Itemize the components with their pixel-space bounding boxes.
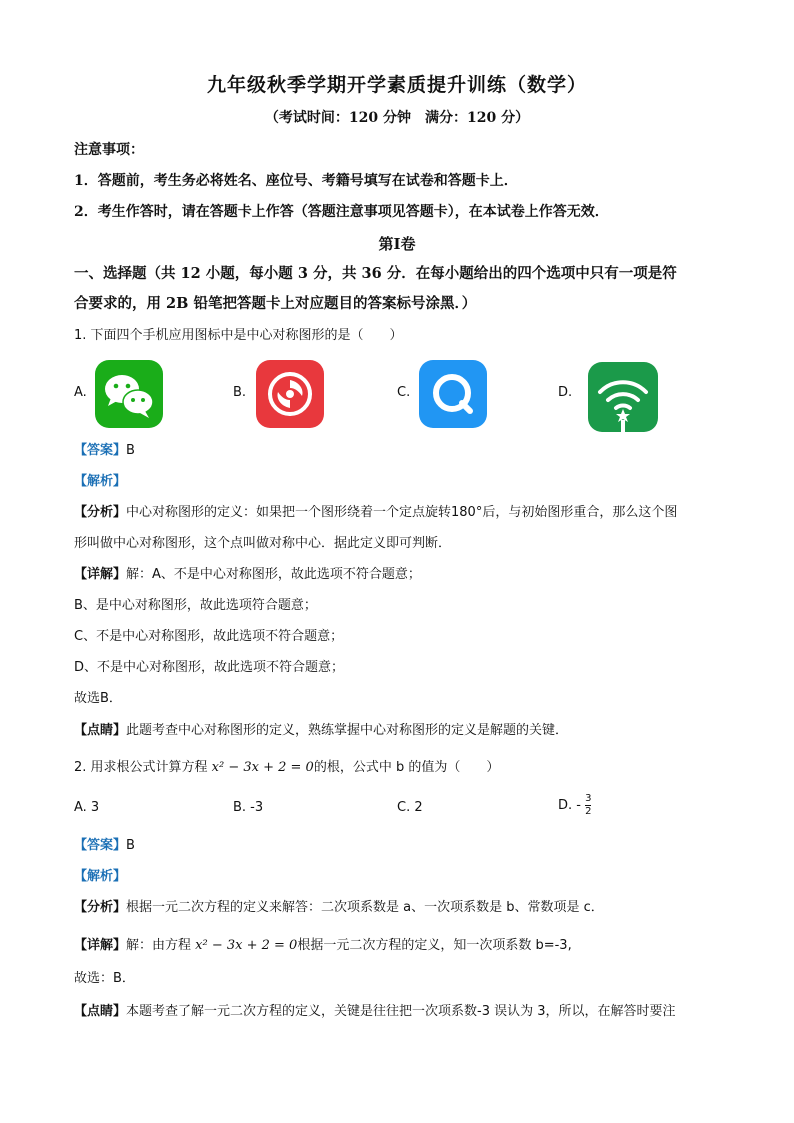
q2-xiangjie-equation: x² − 3x + 2 = 0 bbox=[195, 938, 298, 953]
q1-stem: 1. 下面四个手机应用图标中是中心对称图形的是（ ） bbox=[74, 328, 403, 343]
q2-equation: x² − 3x + 2 = 0 bbox=[211, 760, 314, 775]
q1-answer: 【答案】B bbox=[74, 443, 135, 458]
notice-item-2: 2．考生作答时，请在答题卡上作答（答题注意事项见答题卡），在本试卷上作答无效． bbox=[74, 204, 609, 220]
q2-option-d-fraction: $\frac{3}{2}$ bbox=[585, 793, 592, 817]
q1-fenxi-line-2: 形叫做中心对称图形，这个点叫做对称中心．据此定义即可判断． bbox=[74, 536, 452, 551]
search-q-icon bbox=[419, 360, 487, 428]
q1-analysis-tag: 【解析】 bbox=[74, 474, 127, 489]
page-subtitle: （考试时间：120 分钟 满分：120 分） bbox=[264, 110, 530, 126]
notice-item-1: 1．答题前，考生务必将姓名、座位号、考籍号填写在试卷和答题卡上． bbox=[74, 173, 518, 189]
q2-dianjing: 【点睛】本题考查了解一元二次方程的定义，关键是往往把一次项系数-3 误认为 3，所以，在解答时要注 bbox=[74, 1004, 676, 1019]
q2-option-c: C. 2 bbox=[397, 800, 423, 815]
q1-xiangjie-line-4: D、不是中心对称图形，故此选项不符合题意； bbox=[74, 660, 345, 675]
wechat-icon bbox=[95, 360, 163, 428]
q2-option-d: D. - $\frac{3}{2}$ bbox=[558, 793, 592, 817]
q1-xiangjie-line-2: B、是中心对称图形，故此选项符合题意； bbox=[74, 598, 317, 613]
q2-xiangjie-line-1: 【详解】解：由方程 x² − 3x + 2 = 0根据一元二次方程的定义，知一次项系数 b=-3, bbox=[74, 938, 572, 953]
page-title: 九年级秋季学期开学素质提升训练（数学） bbox=[206, 74, 587, 96]
q2-option-a: A. 3 bbox=[74, 800, 100, 815]
q2-answer: 【答案】B bbox=[74, 838, 135, 853]
part-heading-line-1: 一、选择题（共 12 小题，每小题 3 分，共 36 分．在每小题给出的四个选项中只有一项是符 bbox=[74, 265, 677, 282]
q2-analysis-tag: 【解析】 bbox=[74, 869, 127, 884]
q1-dianjing: 【点睛】此题考查中心对称图形的定义，熟练掌握中心对称图形的定义是解题的关键． bbox=[74, 723, 569, 738]
q1-xiangjie-line-1: 【详解】解：A、不是中心对称图形，故此选项不符合题意； bbox=[74, 567, 421, 582]
part-heading-line-2: 合要求的，用 2B 铅笔把答题卡上对应题目的答案标号涂黑．） bbox=[74, 295, 477, 312]
q2-fenxi: 【分析】根据一元二次方程的定义来解答：二次项系数是 a、一次项系数是 b、常数项是 c． bbox=[74, 900, 604, 915]
q1-option-b-label: B. bbox=[233, 385, 247, 400]
q1-fenxi-line-1: 【分析】中心对称图形的定义：如果把一个图形绕着一个定点旋转180°后，与初始图形重合，那么这个图 bbox=[74, 505, 678, 520]
q2-stem: 2. 用求根公式计算方程 x² − 3x + 2 = 0的根，公式中 b 的值为（ ） bbox=[74, 760, 500, 775]
wifi-tower-icon bbox=[588, 362, 658, 432]
q1-option-a-label: A. bbox=[74, 385, 87, 400]
q2-option-b: B. -3 bbox=[233, 800, 264, 815]
notice-heading: 注意事项： bbox=[74, 142, 144, 158]
q2-xiangjie-line-2: 故选：B． bbox=[74, 971, 135, 986]
q1-option-d-label: D. bbox=[558, 385, 573, 400]
volume-heading: 第Ⅰ卷 bbox=[378, 235, 416, 253]
ifeng-phoenix-icon bbox=[256, 360, 324, 428]
q1-option-c-label: C. bbox=[397, 385, 411, 400]
q1-xiangjie-line-5: 故选B． bbox=[74, 691, 122, 706]
q1-xiangjie-line-3: C、不是中心对称图形，故此选项不符合题意； bbox=[74, 629, 344, 644]
